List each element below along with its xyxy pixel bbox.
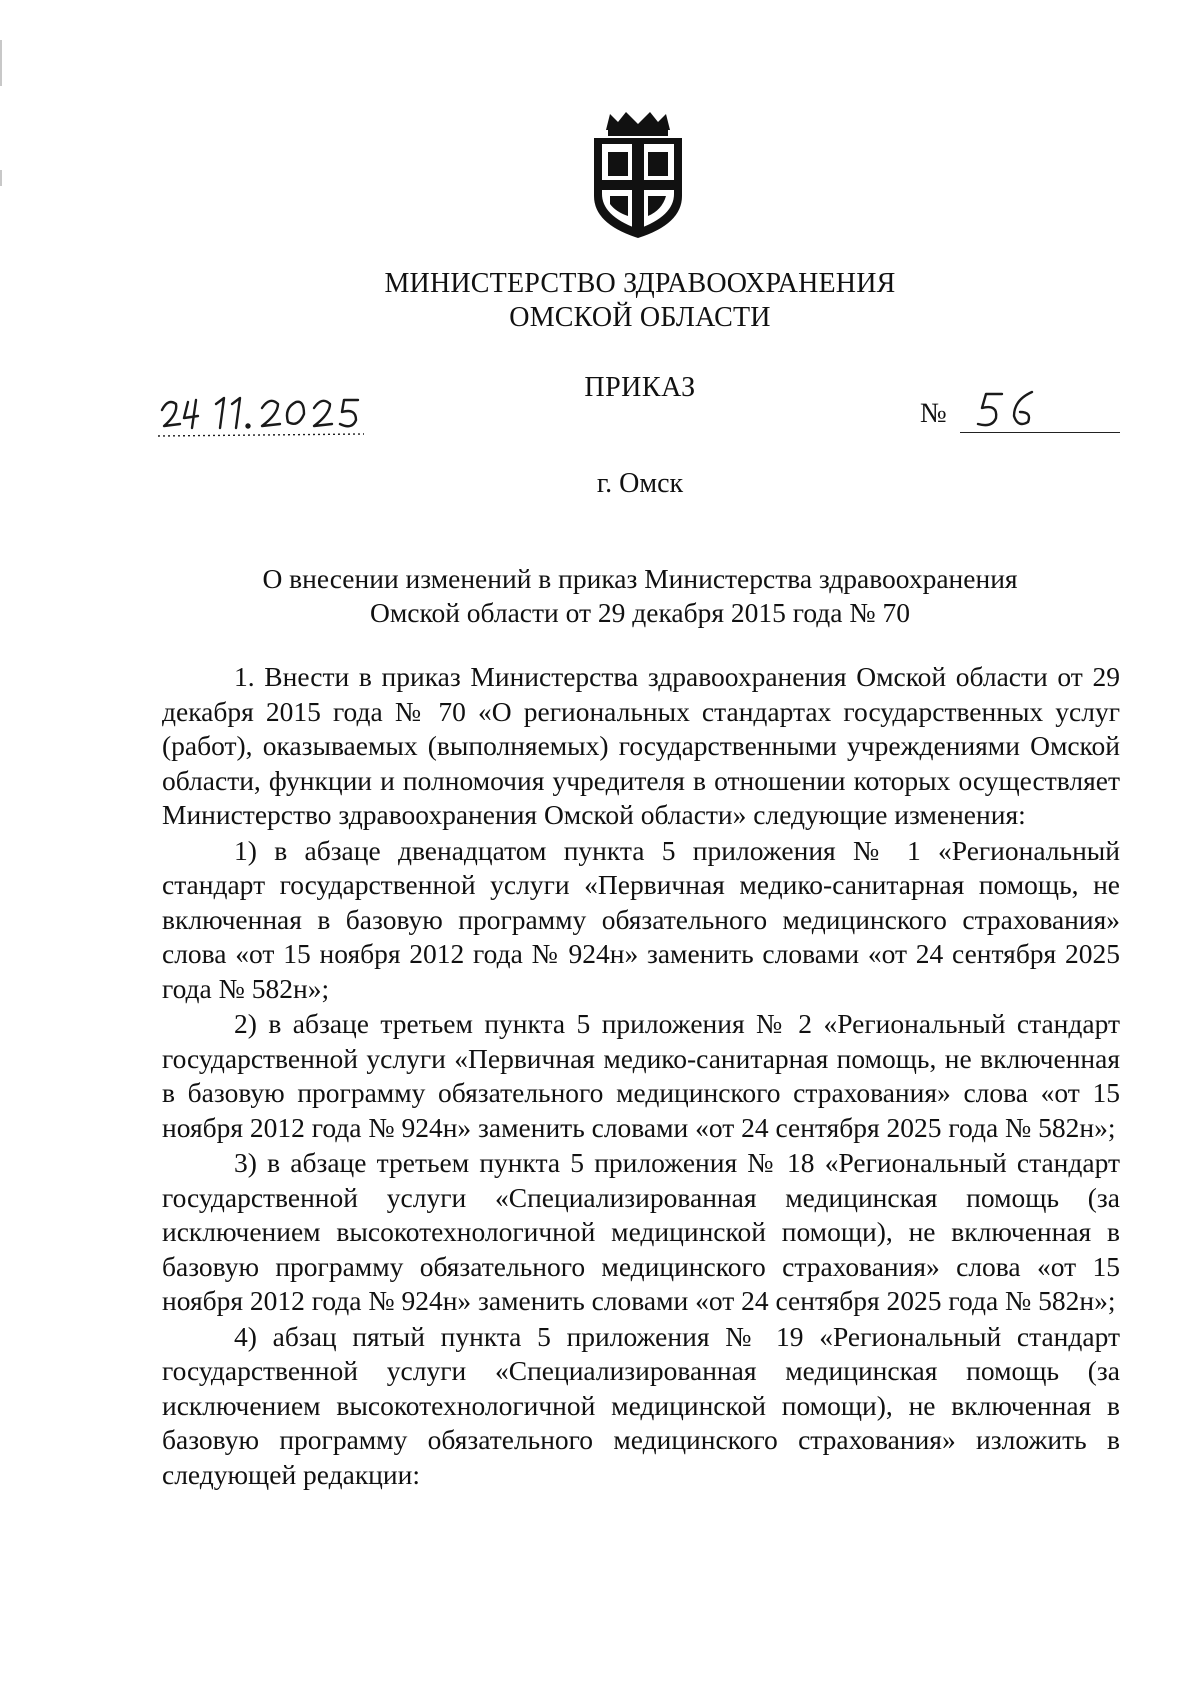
subject-line1: О внесении изменений в приказ Министерства здравоохранения (262, 563, 1018, 594)
paragraph-1-2: 2) в абзаце третьем пункта 5 приложения № 2 «Региональный стандарт государственной услуги «Первичная медико-санитарная помощь, не включенная в базовую программу обязательного медицинского страхования» слова «от 15 ноября 2012 года № 924н» заменить словами «от 24 сентября 2025 года № 582н»; (162, 1008, 1120, 1143)
document-body (162, 660, 1120, 1492)
scan-edge-mark (0, 170, 2, 186)
omsk-coat-of-arms-icon (588, 112, 688, 240)
paragraph-1: 1. Внести в приказ Министерства здравоохранения Омской области от 29 декабря 2015 года № 70 «О региональных стандартах государственных услуг (работ), оказываемых (выполняемых) государственными учреждениями Омской области, функции и полномочия учредителя в отношении которых осуществляет Министерство здравоохранения Омской области» следующие изменения: (162, 661, 1120, 830)
number-label: № (920, 398, 947, 429)
handwritten-number (968, 386, 1048, 436)
ministry-name-line1: МИНИСТЕРСТВО ЗДРАВООХРАНЕНИЯ (384, 268, 896, 299)
paragraph-1-4: 4) абзац пятый пункта 5 приложения № 19 «Региональный стандарт государственной услуги «Специализированная медицинская помощь (за исключением высокотехнологичной медицинской помощи), не включенная в базовую программу обязательного медицинского страхования» изложить в следующей редакции: (162, 1320, 1120, 1490)
city: г. Омск (596, 468, 684, 499)
paragraph-1-1: 1) в абзаце двенадцатом пункта 5 приложения № 1 «Региональный стандарт государственной услуги «Первичная медико-санитарная помощь, не включенная в базовую программу обязательного медицинского страхования» слова «от 15 ноября 2012 года № 924н» заменить словами «от 24 сентября 2025 года № 582н»; (162, 834, 1120, 1004)
handwritten-date (158, 388, 388, 446)
subject-line2: Омской области от 29 декабря 2015 года № 70 (370, 597, 910, 628)
ministry-name-line2: ОМСКОЙ ОБЛАСТИ (509, 302, 771, 333)
paragraph-1-3: 3) в абзаце третьем пункта 5 приложения № 18 «Региональный стандарт государственной услуги «Специализированная медицинская помощь (за исключением высокотехнологичной медицинской помощи), не включенная в базовую программу обязательного медицинского страхования» слова «от 15 ноября 2012 года № 924н» заменить словами «от 24 сентября 2025 года № 582н»; (162, 1147, 1120, 1316)
scan-edge-mark (0, 40, 2, 86)
document-type: ПРИКАЗ (584, 372, 696, 403)
